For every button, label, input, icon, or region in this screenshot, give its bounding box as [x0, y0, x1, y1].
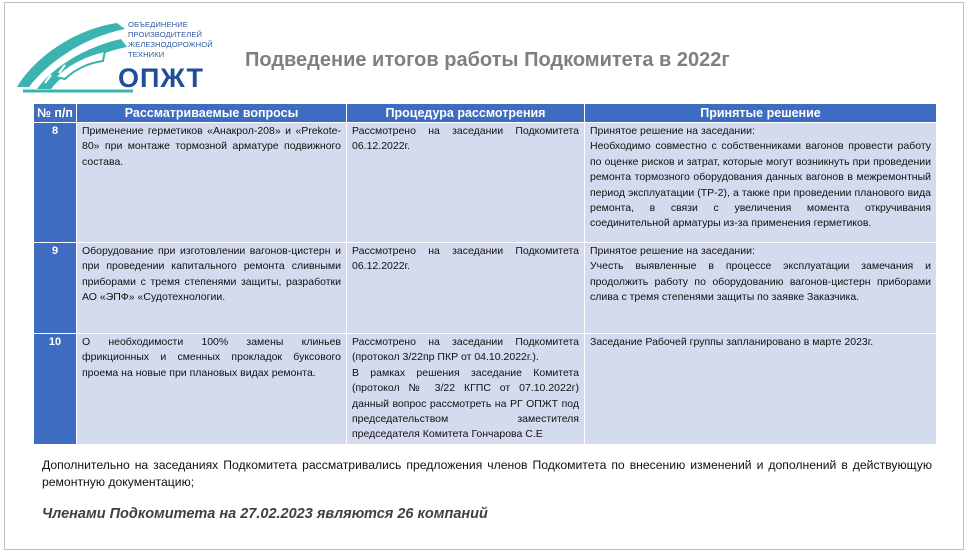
table-header-row — [34, 104, 936, 122]
row-decision: Заседание Рабочей группы запланировано в марте 2023г. — [585, 334, 936, 444]
col-header-procedure: Процедура рассмотрения — [347, 104, 584, 122]
row-question: О необходимости 100% замены клиньев фрикционных и сменных прокладок буксового проема на новые при плановых видах ремонта. — [77, 334, 346, 444]
logo-line-2: ПРОИЗВОДИТЕЛЕЙ — [128, 30, 203, 39]
additional-note: Дополнительно на заседаниях Подкомитета рассматривались предложения членов Подкомитета по внесению изменений и дополнений в действующую ремонтную документацию; — [42, 458, 932, 489]
procedure-text: Рассмотрено на заседании Подкомитета (протокол 3/22пр ПКР от 04.10.2022г.). — [352, 336, 579, 364]
decision-text: Необходимо совместно с собственниками вагонов провести работу по оценке рисков и затрат, которые могут возникнуть при проведении ремонта тормозного оборудования данных вагонов в межремонтный период эксплуатации (ТР-2), а также при проведении планового вида ремонта, в связи с увеличения момента откручивания соединительной арматуры из-за применения герметиков. — [590, 140, 931, 230]
col-header-questions: Рассматриваемые вопросы — [77, 104, 346, 122]
table-row — [34, 243, 936, 333]
decision-heading: Принятое решение на заседании: — [590, 125, 755, 137]
decision-heading: Принятое решение на заседании: — [590, 245, 755, 257]
page-title: Подведение итогов работы Подкомитета в 2022г — [245, 49, 730, 71]
logo-line-3: ЖЕЛЕЗНОДОРОЖНОЙ — [128, 40, 213, 49]
row-number: 10 — [34, 334, 76, 444]
logo-line-1: ОБЪЕДИНЕНИЕ — [128, 20, 188, 29]
row-number: 9 — [34, 243, 76, 333]
table-row — [34, 123, 936, 242]
row-question: Оборудование при изготовлении вагонов-цистерн и при проведении капитального ремонта сливными приборами с тремя степенями защиты, разработки АО «ЭПФ» «Судотехнологии. — [77, 243, 346, 333]
logo-caption — [128, 20, 228, 60]
row-number: 8 — [34, 123, 76, 242]
row-procedure: Рассмотрено на заседании Подкомитета 06.12.2022г. — [347, 123, 584, 242]
procedure-text-2: В рамках решения заседание Комитета (протокол № 3/22 КГПС от 07.10.2022г) данный вопрос рассмотреть на РГ ОПЖТ под председательством заместителя председателя Комитета Гончарова С.Е — [352, 366, 579, 441]
col-header-num: № п/п — [34, 104, 76, 122]
row-decision — [585, 243, 936, 333]
row-procedure: Рассмотрено на заседании Подкомитета 06.12.2022г. — [347, 243, 584, 333]
row-procedure — [347, 334, 584, 444]
row-question: Применение герметиков «Анакрол-208» и «Prekote-80» при монтаже тормозной арматуре подвижного состава. — [77, 123, 346, 242]
logo-abbreviation: ОПЖТ — [118, 63, 204, 93]
row-decision — [585, 123, 936, 242]
table-row — [34, 334, 936, 444]
train-logo-icon — [15, 17, 135, 95]
members-count: Членами Подкомитета на 27.02.2023 являются 26 компаний — [42, 506, 488, 522]
decision-text: Учесть выявленные в процессе эксплуатации замечания и продолжить работу по оборудованию вагонов-цистерн приборами слива с тремя степенями защиты по заявке Заказчика. — [590, 260, 931, 304]
results-table — [33, 103, 937, 445]
logo-line-4: ТЕХНИКИ — [128, 50, 165, 59]
col-header-decision: Принятые решение — [585, 104, 936, 122]
